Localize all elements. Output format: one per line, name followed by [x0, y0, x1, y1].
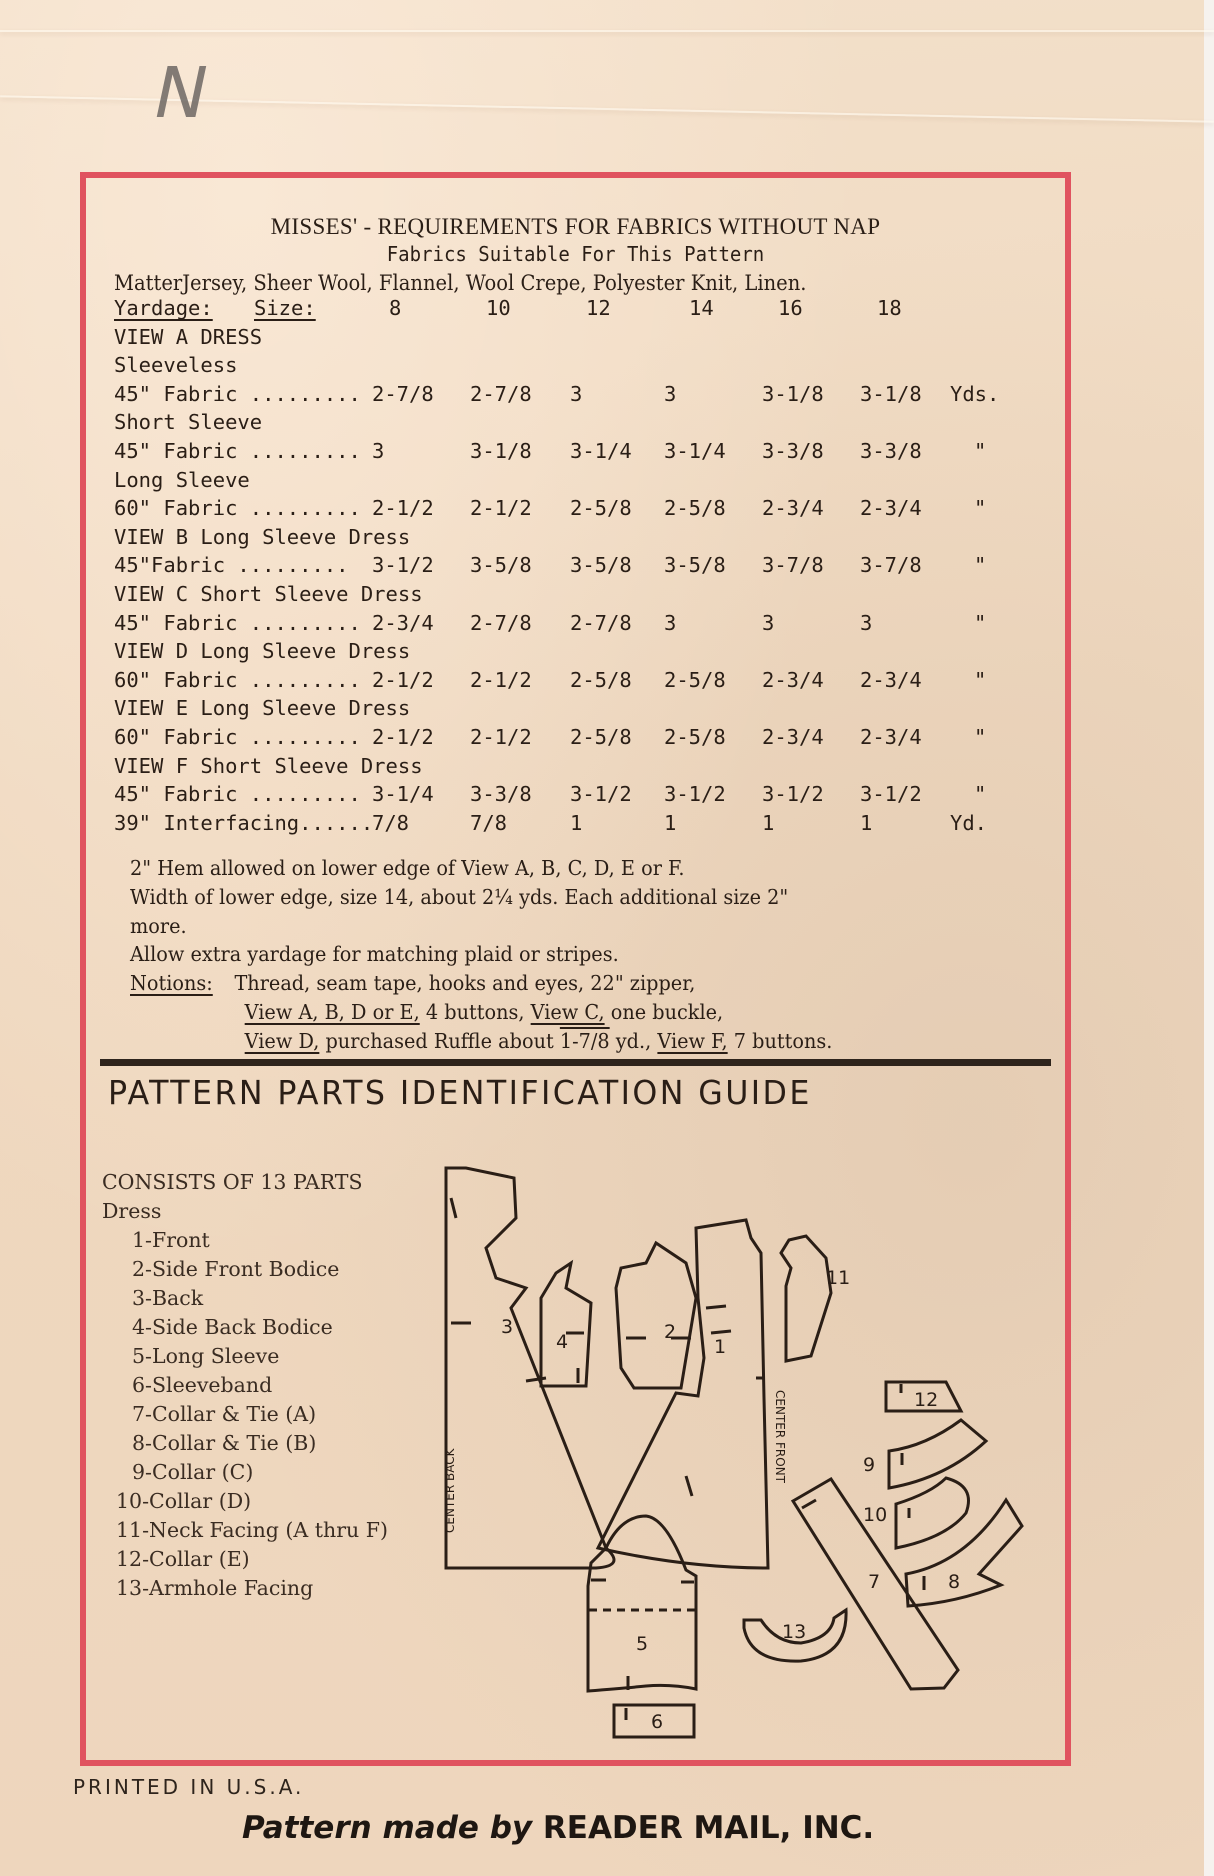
yardage-cell: 3	[570, 381, 583, 406]
piece-number: 1	[714, 1336, 727, 1358]
yardage-cell: 3-1/2	[860, 782, 922, 807]
unit-cell: "	[974, 610, 987, 635]
yardage-cell: 3-1/2	[762, 782, 824, 807]
yardage-cell: 2-7/8	[570, 610, 632, 635]
size-col: 14	[689, 296, 714, 320]
part-item: 13-Armhole Facing	[116, 1576, 314, 1600]
paper-crease	[0, 30, 1214, 32]
yardage-cell: 2-1/2	[470, 667, 532, 692]
hem-note: 2" Hem allowed on lower edge of View A, B, C, D, E or F.	[130, 856, 685, 880]
yardage-cell: 1	[762, 810, 775, 835]
yardage-cell: 2-7/8	[470, 610, 532, 635]
requirements-title: MISSES' - REQUIREMENTS FOR FABRICS WITHOUT NAP	[270, 214, 881, 239]
yardage-cell: 2-3/4	[860, 496, 922, 521]
row-label: VIEW D Long Sleeve Dress	[114, 639, 411, 664]
row-label: Long Sleeve	[114, 467, 250, 492]
row-label: VIEW E Long Sleeve Dress	[114, 696, 411, 721]
notions-label: Notions:	[130, 971, 213, 996]
yardage-cell: 1	[570, 810, 583, 835]
piece-back-icon	[446, 1168, 614, 1568]
unit-cell: "	[974, 782, 987, 807]
yardage-cell: 2-5/8	[570, 667, 632, 692]
yardage-cell: 2-1/2	[372, 667, 434, 692]
yardage-cell: 3-3/8	[860, 438, 922, 463]
unit-cell: "	[974, 438, 987, 463]
size-col: 8	[389, 296, 402, 320]
yardage-cell: 2-1/2	[470, 724, 532, 749]
part-item: 6-Sleeveband	[132, 1373, 273, 1397]
piece-number: 6	[651, 1711, 664, 1733]
part-item: 12-Collar (E)	[116, 1547, 250, 1571]
part-item: 1-Front	[132, 1228, 210, 1252]
yardage-cell: 3-5/8	[664, 553, 726, 578]
piece-number: 7	[868, 1571, 881, 1593]
row-label: 60" Fabric .........	[114, 667, 361, 692]
part-item: 9-Collar (C)	[132, 1460, 254, 1484]
pattern-pieces-diagram	[86, 178, 1065, 1760]
size-label: Size:	[254, 296, 316, 320]
unit-cell: "	[974, 667, 987, 692]
unit-cell: "	[974, 724, 987, 749]
part-item: 4-Side Back Bodice	[132, 1315, 333, 1339]
size-col: 16	[778, 296, 803, 320]
part-item: 10-Collar (D)	[116, 1489, 252, 1513]
yardage-cell: 3-5/8	[470, 553, 532, 578]
yardage-cell: 3-1/8	[762, 381, 824, 406]
center-front-label: CENTER FRONT	[773, 1390, 787, 1483]
piece-number: 8	[948, 1571, 961, 1593]
yardage-cell: 2-3/4	[762, 724, 824, 749]
yardage-cell: 2-3/4	[762, 496, 824, 521]
yardage-cell: 2-1/2	[372, 496, 434, 521]
piece-number: 12	[914, 1389, 939, 1411]
notions-view-ref: View A, B, D or E,	[244, 999, 420, 1024]
yardage-cell: 1	[664, 810, 677, 835]
yardage-cell: 3	[664, 610, 677, 635]
yardage-cell: 2-5/8	[664, 667, 726, 692]
yardage-cell: 3	[664, 381, 677, 406]
row-label: Sleeveless	[114, 353, 238, 378]
suitable-fabrics: MatterJersey, Sheer Wool, Flannel, Wool Crepe, Polyester Knit, Linen.	[114, 271, 807, 295]
part-item: 8-Collar & Tie (B)	[132, 1431, 317, 1455]
maker-prefix: Pattern made by	[242, 1810, 543, 1846]
yardage-cell: 2-5/8	[570, 496, 632, 521]
width-note-cont: more.	[130, 913, 187, 938]
yardage-cell: 3-7/8	[860, 553, 922, 578]
notions-text: yd.,	[609, 1028, 658, 1053]
notions-view-ref: View F,	[657, 1028, 728, 1053]
yardage-cell: 2-5/8	[664, 496, 726, 521]
part-item: 11-Neck Facing (A thru F)	[116, 1518, 388, 1542]
piece-number: 13	[782, 1621, 807, 1643]
row-label: 39" Interfacing......	[114, 810, 374, 835]
unit-cell: "	[974, 496, 987, 521]
yardage-cell: 2-7/8	[470, 381, 532, 406]
yardage-cell: 2-1/2	[470, 496, 532, 521]
size-col: 10	[486, 296, 511, 320]
handwritten-mark: N	[146, 52, 217, 134]
row-label: Short Sleeve	[114, 410, 263, 435]
piece-number: 5	[636, 1633, 649, 1655]
yardage-cell: 3-3/8	[470, 782, 532, 807]
unit-cell: "	[974, 553, 987, 578]
yardage-cell: 2-3/4	[762, 667, 824, 692]
center-back-label: CENTER BACK	[443, 1448, 457, 1533]
notions-text: purchased Ruffle about	[319, 1028, 560, 1053]
piece-number: 10	[863, 1504, 888, 1526]
notions-text: 7 buttons.	[727, 1028, 833, 1053]
notions-view-ref: View C,	[530, 999, 605, 1024]
yardage-cell: 3-1/8	[470, 438, 532, 463]
piece-side-back-bodice-icon	[541, 1263, 591, 1386]
yardage-cell: 3-3/8	[762, 438, 824, 463]
requirements-box	[80, 172, 1071, 1766]
yardage-cell: 2-3/4	[860, 724, 922, 749]
yardage-cell: 2-3/4	[372, 610, 434, 635]
row-label: 45" Fabric .........	[114, 381, 361, 406]
yardage-cell: 2-7/8	[372, 381, 434, 406]
yardage-cell: 3-7/8	[762, 553, 824, 578]
part-item: 3-Back	[132, 1286, 204, 1310]
yardage-cell: 7/8	[470, 810, 508, 835]
yardage-cell: 3-1/2	[372, 553, 434, 578]
plaid-note: Allow extra yardage for matching plaid or stripes.	[130, 942, 619, 967]
requirements-subtitle: Fabrics Suitable For This Pattern	[386, 242, 765, 266]
size-col: 12	[586, 296, 611, 320]
yardage-cell: 3-1/4	[372, 782, 434, 807]
piece-number: 2	[664, 1321, 677, 1343]
ruffle-length: 1-7/8	[559, 1028, 610, 1053]
width-note: Width of lower edge, size 14, about 2¼ yds. Each additional size 2"	[130, 884, 789, 909]
row-label: VIEW F Short Sleeve Dress	[114, 753, 423, 778]
yardage-cell: 2-5/8	[664, 724, 726, 749]
notions-text: 4 buttons,	[419, 999, 531, 1024]
piece-collar-c-icon	[889, 1420, 986, 1488]
maker-credit	[242, 1810, 874, 1846]
piece-number: 3	[501, 1316, 514, 1338]
yardage-cell: 3-1/4	[664, 438, 726, 463]
page-edge	[1204, 0, 1214, 1876]
piece-neck-facing-icon	[781, 1236, 831, 1361]
guide-title: PATTERN PARTS IDENTIFICATION GUIDE	[108, 1073, 812, 1112]
notions-view-ref: View D,	[244, 1028, 320, 1053]
printed-in-usa: PRINTED IN U.S.A.	[73, 1775, 305, 1799]
yardage-cell: 2-5/8	[570, 724, 632, 749]
row-label: VIEW A DRESS	[114, 324, 263, 349]
part-item: 7-Collar & Tie (A)	[132, 1402, 317, 1426]
row-label: 45" Fabric .........	[114, 438, 361, 463]
row-label: 45" Fabric .........	[114, 610, 361, 635]
piece-side-front-bodice-icon	[616, 1243, 696, 1388]
yardage-cell: 3-1/4	[570, 438, 632, 463]
row-label: VIEW C Short Sleeve Dress	[114, 581, 423, 606]
part-item: 2-Side Front Bodice	[132, 1257, 340, 1281]
yardage-cell: 3	[372, 438, 385, 463]
piece-front-icon	[598, 1220, 768, 1568]
yardage-cell: 7/8	[372, 810, 410, 835]
yardage-cell: 3-1/8	[860, 381, 922, 406]
piece-number: 4	[556, 1331, 569, 1353]
row-label: 60" Fabric .........	[114, 496, 361, 521]
row-label: 45"Fabric .........	[114, 553, 349, 578]
maker-name: READER MAIL, INC.	[542, 1810, 875, 1846]
notions-text: Thread, seam tape, hooks and eyes, 22" zipper,	[234, 971, 696, 996]
yardage-cell: 3	[762, 610, 775, 635]
piece-number: 9	[863, 1454, 876, 1476]
yardage-label: Yardage:	[114, 296, 213, 320]
notions-text: one buckle,	[604, 999, 724, 1024]
parts-count: CONSISTS OF 13 PARTS	[102, 1170, 363, 1194]
unit-cell: Yd.	[950, 810, 988, 835]
piece-number: 11	[826, 1267, 851, 1289]
yardage-cell: 1	[860, 810, 873, 835]
yardage-cell: 2-1/2	[372, 724, 434, 749]
unit-cell: Yds.	[950, 381, 1000, 406]
yardage-cell: 3	[860, 610, 873, 635]
yardage-cell: 3-1/2	[570, 782, 632, 807]
size-col: 18	[877, 296, 902, 320]
parts-group: Dress	[102, 1199, 162, 1223]
row-label: 45" Fabric .........	[114, 782, 361, 807]
yardage-cell: 3-1/2	[664, 782, 726, 807]
row-label: 60" Fabric .........	[114, 724, 361, 749]
yardage-cell: 2-3/4	[860, 667, 922, 692]
piece-collar-d-icon	[896, 1478, 969, 1548]
part-item: 5-Long Sleeve	[132, 1344, 280, 1368]
row-label: VIEW B Long Sleeve Dress	[114, 524, 411, 549]
yardage-cell: 3-5/8	[570, 553, 632, 578]
